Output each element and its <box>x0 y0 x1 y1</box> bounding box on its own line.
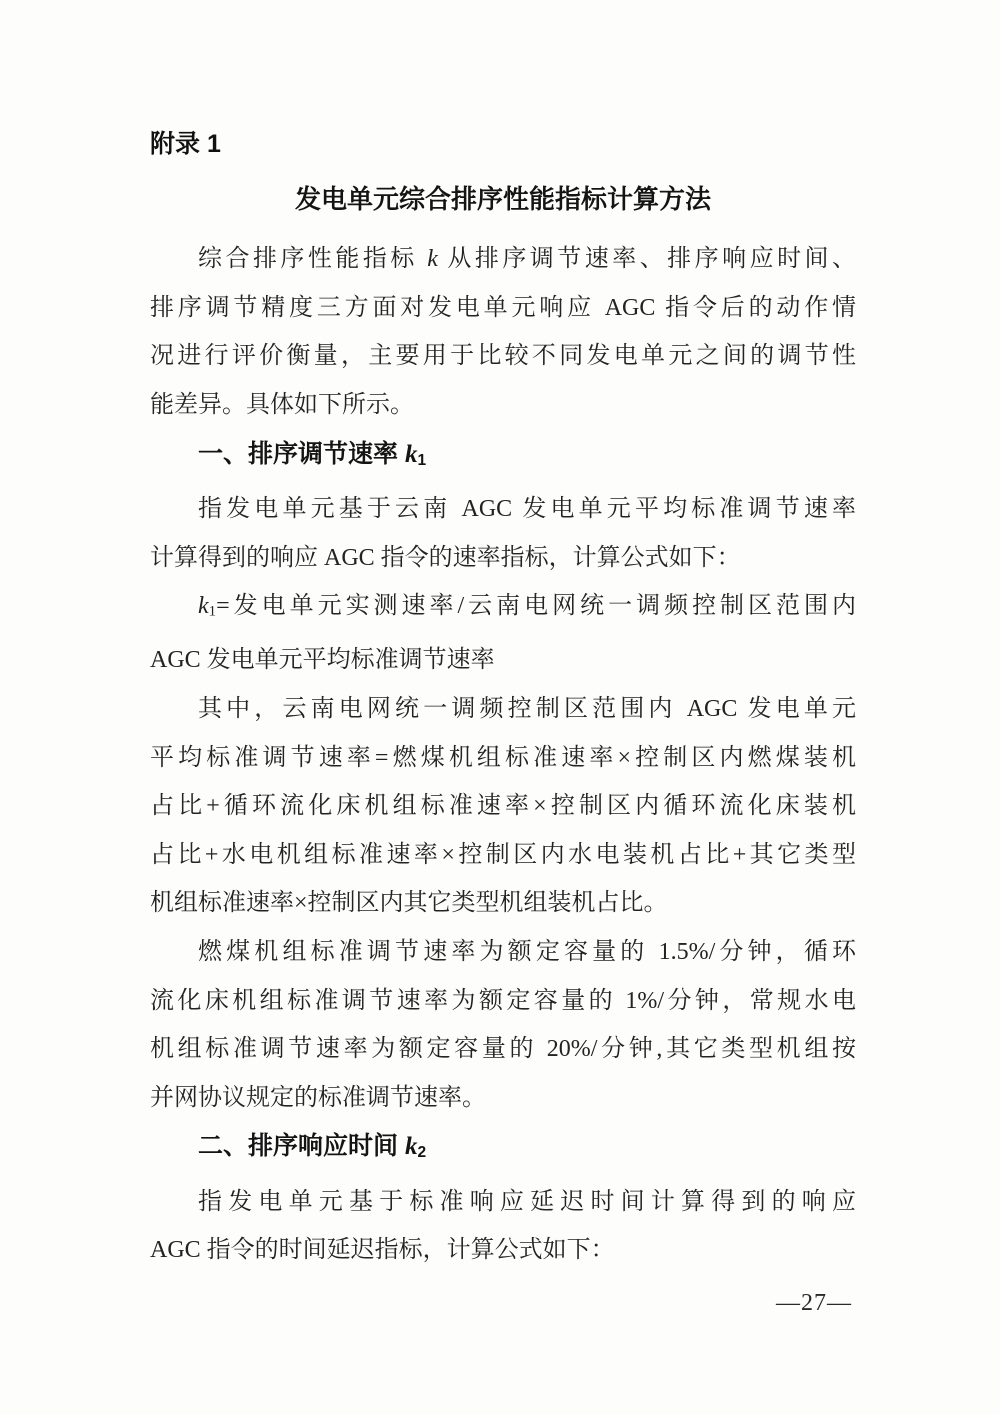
text-line: 燃煤机组标准调节速率为额定容量的 1.5%/分钟，循环 <box>198 938 856 965</box>
text-line: 指发电单元基于标准响应延迟时间计算得到的响应 <box>198 1188 856 1215</box>
appendix-label: 附录 1 <box>150 130 221 158</box>
text-line: 机组标准调节速率为额定容量的 20%/分钟,其它类型机组按 <box>150 1036 856 1063</box>
text-line: 指发电单元基于云南 AGC 发电单元平均标准调节速率 <box>198 495 856 522</box>
text-line: k1=发电单元实测速率/云南电网统一调频控制区范围内 <box>198 593 856 620</box>
text-line: 占比+循环流化床机组标准速率×控制区内循环流化床装机 <box>150 793 856 820</box>
text-line: 并网协议规定的标准调节速率。 <box>150 1084 486 1111</box>
document-title: 发电单元综合排序性能指标计算方法 <box>294 183 711 214</box>
section-heading-2: 二、排序响应时间 k2 <box>198 1132 427 1162</box>
text-line: 计算得到的响应 AGC 指令的速率指标，计算公式如下： <box>150 544 741 571</box>
text-line: 机组标准速率×控制区内其它类型机组装机占比。 <box>150 890 668 917</box>
text-line: 流化床机组标准调节速率为额定容量的 1%/分钟，常规水电 <box>150 987 856 1014</box>
text-line: 其中，云南电网统一调频控制区范围内 AGC 发电单元 <box>198 695 856 722</box>
text-line: 占比+水电机组标准速率×控制区内水电装机占比+其它类型 <box>150 841 856 868</box>
text-line: 平均标准调节速率=燃煤机组标准速率×控制区内燃煤装机 <box>150 744 856 771</box>
page-number: —27— <box>776 1290 852 1316</box>
document-content <box>150 120 856 1275</box>
text-line: 况进行评价衡量，主要用于比较不同发电单元之间的调节性 <box>150 343 856 370</box>
text-line: 能差异。具体如下所示。 <box>150 391 414 418</box>
text-line: 综合排序性能指标 k 从排序调节速率、排序响应时间、 <box>198 246 856 273</box>
section-heading-1: 一、排序调节速率 k1 <box>198 439 427 469</box>
text-line: AGC 发电单元平均标准调节速率 <box>150 647 495 674</box>
text-line: 排序调节精度三方面对发电单元响应 AGC 指令后的动作情 <box>150 294 856 321</box>
text-line: AGC 指令的时间延迟指标，计算公式如下： <box>150 1237 615 1264</box>
